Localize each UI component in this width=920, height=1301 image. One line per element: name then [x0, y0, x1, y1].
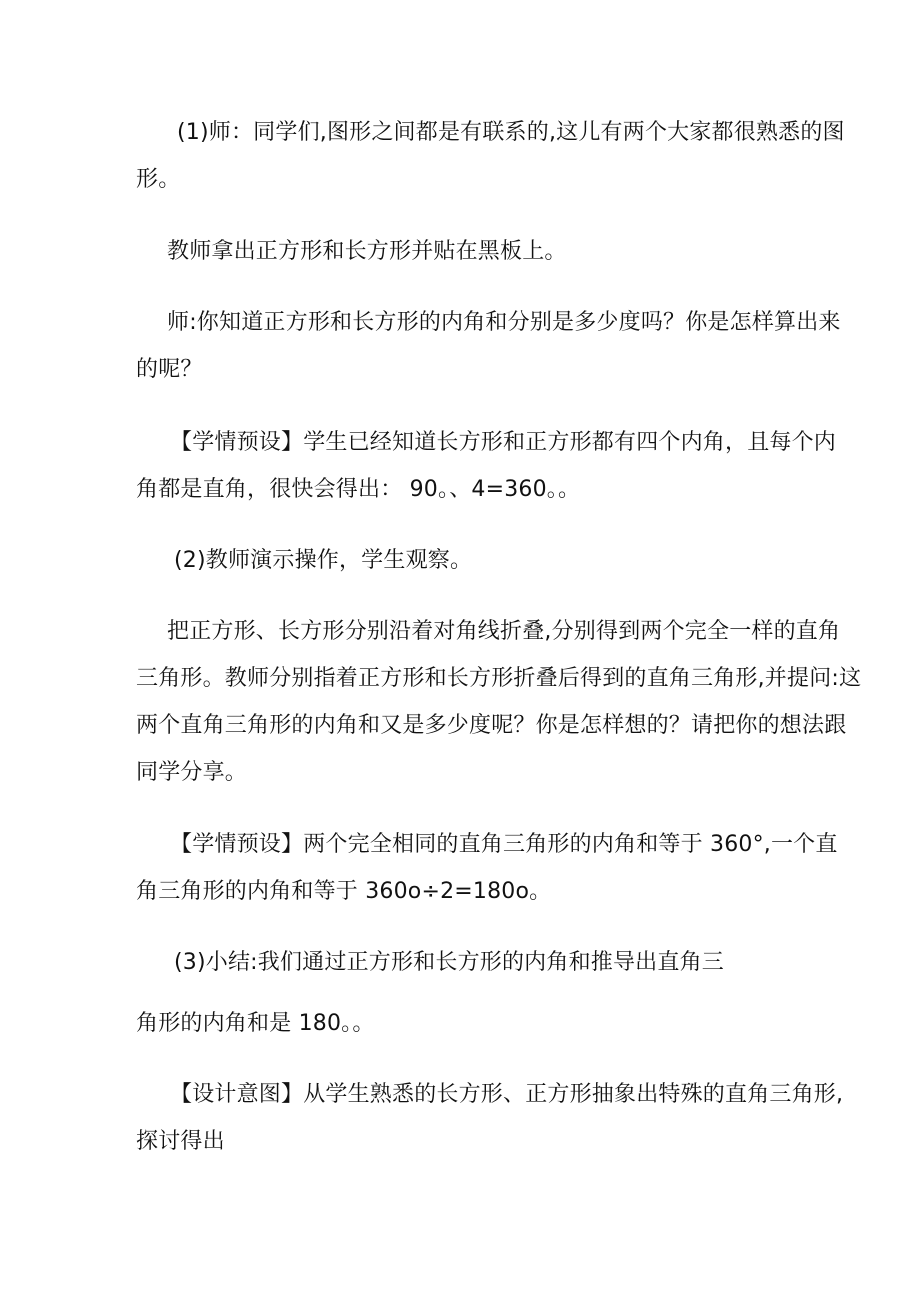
text-line: (3)小结:我们通过正方形和长方形的内角和推导出直角三 — [174, 950, 724, 975]
text-line: 教师拿出正方形和长方形并贴在黑板上。 — [167, 239, 567, 264]
text-line: 的呢？ — [136, 357, 203, 382]
text-line: 角形的内角和是 180。。 — [136, 1011, 375, 1036]
text-line: 三角形。教师分别指着正方形和长方形折叠后得到的直角三角形,并提问:这 — [136, 666, 862, 691]
text-line: 【设计意图】从学生熟悉的长方形、正方形抽象出特殊的直角三角形, — [170, 1082, 844, 1107]
text-line: 角都是直角，很快会得出： 90。、4=360。。 — [136, 477, 581, 502]
text-line: (1)师：同学们,图形之间都是有联系的,这儿有两个大家都很熟悉的图 — [177, 120, 845, 145]
text-line: 师:你知道正方形和长方形的内角和分别是多少度吗？你是怎样算出来 — [167, 310, 841, 335]
text-line: 同学分享。 — [136, 760, 248, 785]
text-line: 把正方形、长方形分别沿着对角线折叠,分别得到两个完全一样的直角 — [167, 619, 841, 644]
text-line: 探讨得出 — [136, 1129, 225, 1154]
text-line: 角三角形的内角和等于 360o÷2=180o。 — [136, 879, 552, 904]
text-line: 【学情预设】学生已经知道长方形和正方形都有四个内角，且每个内 — [170, 430, 837, 455]
text-line: 两个直角三角形的内角和又是多少度呢？你是怎样想的？请把你的想法跟 — [136, 713, 847, 738]
text-line: 形。 — [136, 167, 181, 192]
text-line: (2)教师演示操作，学生观察。 — [174, 548, 473, 573]
text-line: 【学情预设】两个完全相同的直角三角形的内角和等于 360°,一个直 — [170, 832, 838, 857]
